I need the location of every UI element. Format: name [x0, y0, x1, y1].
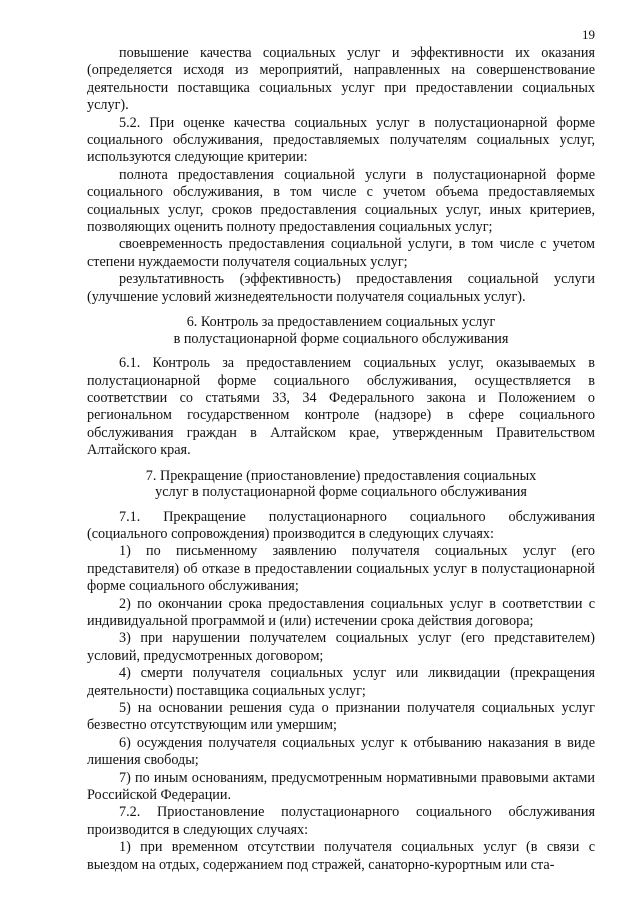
section-heading-line: в полустационарной форме социального обслуживания: [173, 330, 509, 347]
paragraph: 7.2. Приостановление полустационарного социального обслуживания производится в следующих случаях:: [87, 804, 595, 838]
list-item: 3) при нарушении получателем социальных услуг (его представителем) условий, предусмотренных договором;: [87, 630, 595, 664]
document-body: [87, 45, 595, 874]
paragraph: результативность (эффективность) предоставления социальной услуги (улучшение условий жизнедеятельности получателя социальных услуг).: [87, 271, 595, 305]
list-item: 7) по иным основаниям, предусмотренным нормативными правовыми актами Российской Федерации.: [87, 769, 595, 804]
paragraph: своевременность предоставления социальной услуги, в том числе с учетом степени нуждаемости получателя социальных услуг;: [87, 236, 595, 270]
paragraph: полнота предоставления социальной услуги в полустационарной форме социального обслуживания, в том числе с учетом объема предоставляемых социальных услуг, сроков предоставления социальных услуг, иных критериев, позволяющих оценить полноту предоставления социальных услуг;: [87, 166, 595, 236]
section-heading-line: 7. Прекращение (приостановление) предоставления социальных: [145, 467, 537, 484]
section-heading-line: 6. Контроль за предоставлением социальных услуг: [186, 314, 496, 331]
paragraph: 5.2. При оценке качества социальных услуг в полустационарной форме социального обслуживания, предоставляемых получателям социальных услуг, используются следующие критерии:: [87, 114, 595, 166]
paragraph: повышение качества социальных услуг и эффективности их оказания (определяется исходя из мероприятий, направленных на совершенствование деятельности поставщика социальных услуг при предоставлении социальных услуг).: [87, 45, 595, 114]
list-item: 4) смерти получателя социальных услуг или ликвидации (прекращения деятельности) поставщика социальных услуг;: [87, 665, 595, 699]
section-heading: [87, 468, 595, 501]
section-heading: [87, 314, 595, 347]
page-number: 19: [582, 27, 595, 42]
list-item: 1) по письменному заявлению получателя социальных услуг (его представителя) об отказе в предоставлении социальных услуг в полустационарной форме социального обслуживания;: [87, 543, 595, 595]
paragraph: 6.1. Контроль за предоставлением социальных услуг, оказываемых в полустационарной форме социального обслуживания, осуществляется в соответствии со статьями 33, 34 Федерального закона и Положением о региональном государственном контроле (надзоре) в сфере социального обслуживания граждан в Алтайском крае, утвержденным Правительством Алтайского края.: [87, 355, 595, 459]
paragraph: 7.1. Прекращение полустационарного социального обслуживания (социального сопровождения) производится в следующих случаях:: [87, 508, 595, 542]
list-item: 5) на основании решения суда о признании получателя социальных услуг безвестно отсутствующим или умершим;: [87, 700, 595, 734]
section-heading-line: услуг в полустационарной форме социального обслуживания: [155, 484, 527, 501]
list-item: 2) по окончании срока предоставления социальных услуг в соответствии с индивидуальной программой и (или) истечении срока действия договора;: [87, 595, 595, 629]
list-item: 6) осуждения получателя социальных услуг к отбыванию наказания в виде лишения свободы;: [87, 734, 595, 769]
list-item: 1) при временном отсутствии получателя социальных услуг (в связи с выездом на отдых, содержанием под стражей, санаторно-курортным или ста-: [87, 839, 595, 873]
